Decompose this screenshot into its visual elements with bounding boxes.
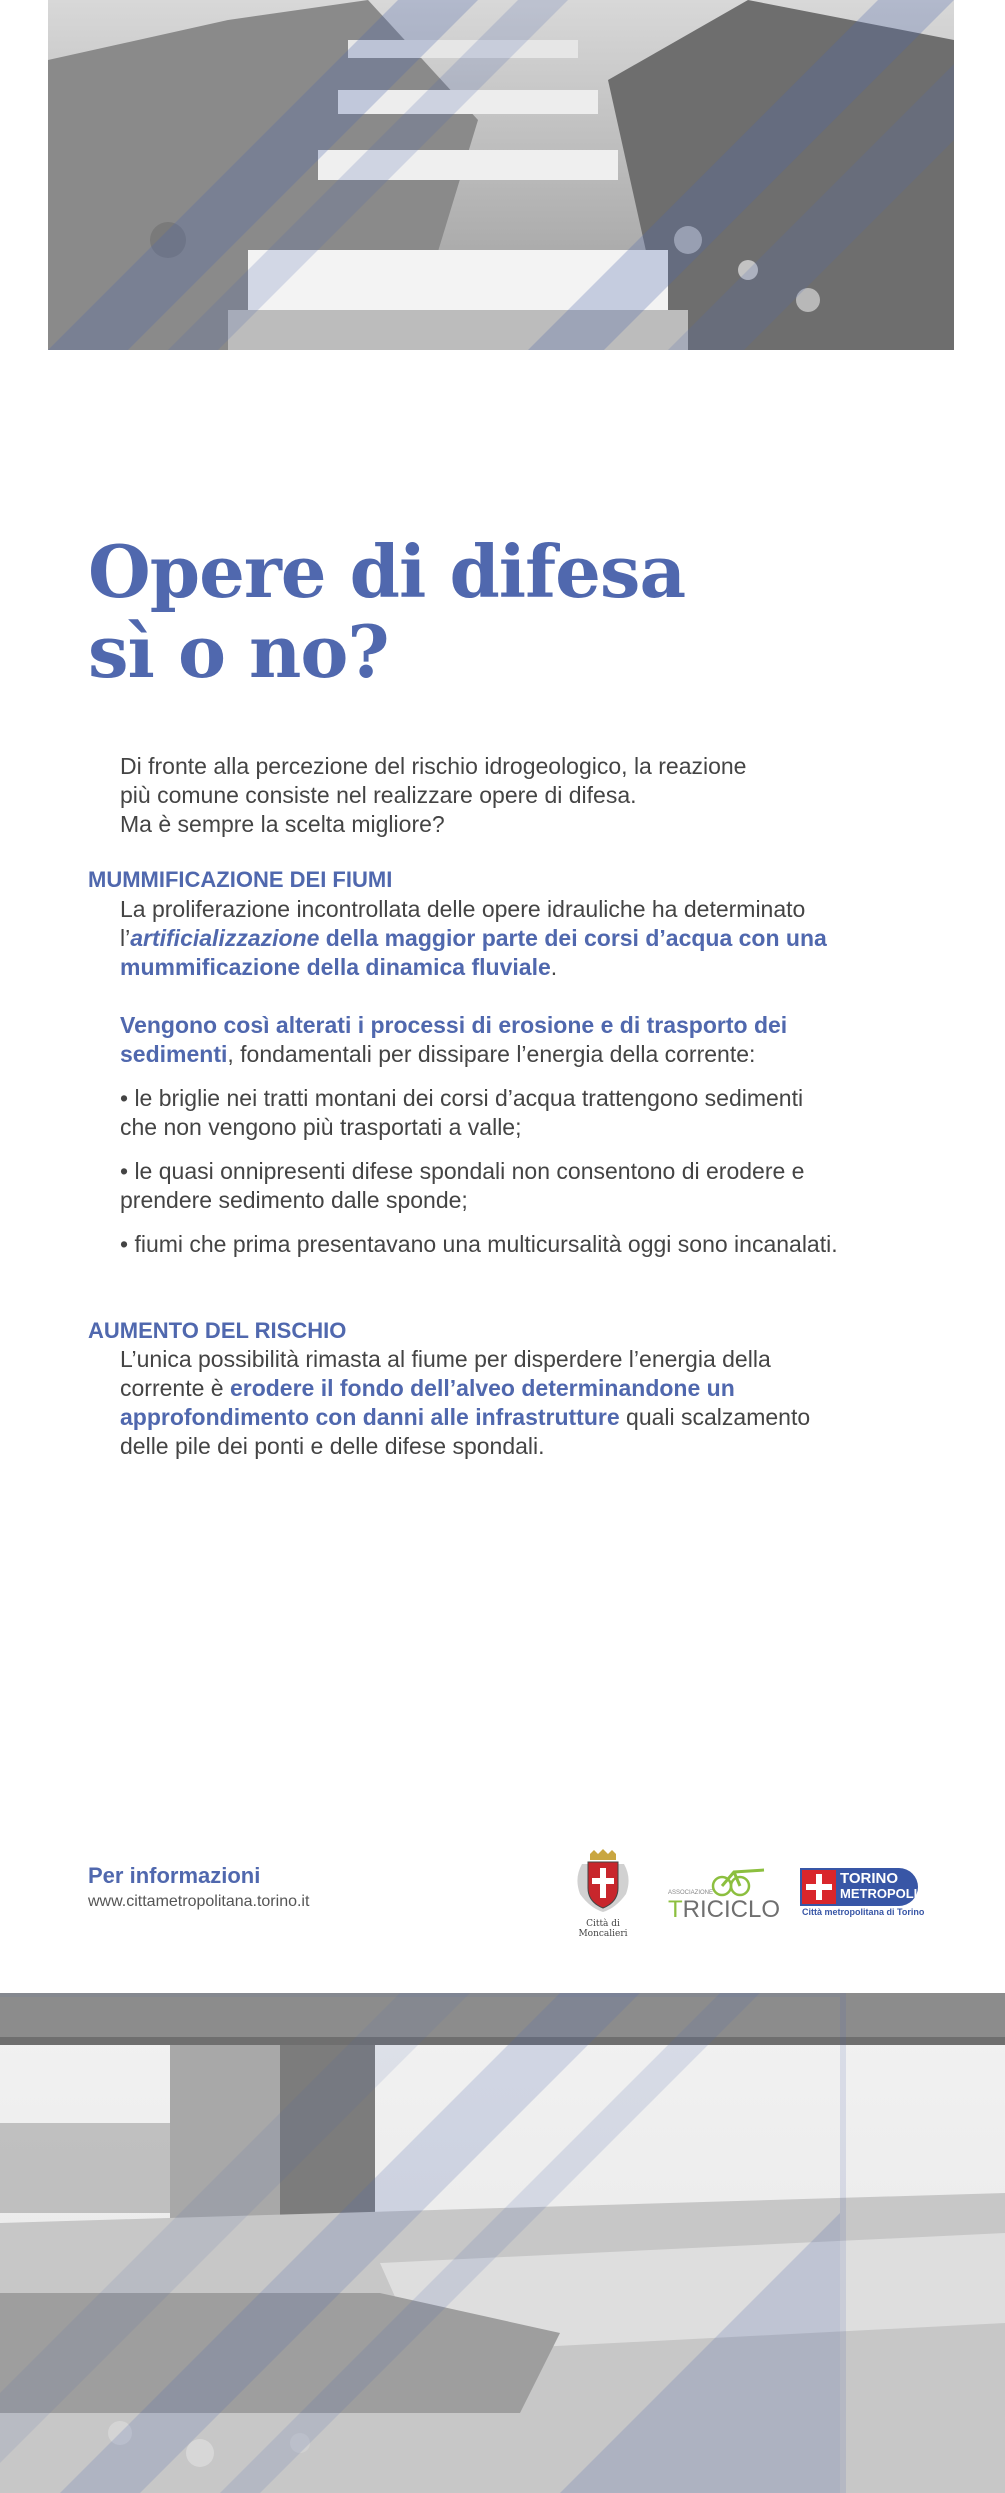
s1p2-highlight: Vengono così alterati i processi di erosione e di trasporto dei sedimenti	[120, 1012, 788, 1067]
triciclo-rest: RICICLO	[682, 1896, 781, 1923]
s1p1-text-d: .	[550, 954, 558, 980]
intro-line-2: più comune consiste nel realizzare opere di difesa.	[120, 782, 637, 808]
moncalieri-caption-2: Moncalieri	[578, 1929, 628, 1939]
s1p2-text: , fondamentali per dissipare l’energia della corrente:	[227, 1041, 756, 1067]
intro-line-1: Di fronte alla percezione del rischio idrogeologico, la reazione	[120, 753, 747, 779]
s1p1-highlight: della maggior parte dei corsi d’acqua con una mummificazione della dinamica fluviale	[120, 925, 827, 980]
info-title: Per informazioni	[88, 1863, 261, 1888]
page-title	[88, 529, 686, 694]
moncalieri-caption-1: Città di	[586, 1919, 620, 1929]
bullet-item: • le quasi onnipresenti difese spondali non consentono di erodere e prendere sedimento dalle sponde;	[120, 1158, 805, 1213]
section2-paragraph	[120, 1345, 840, 1461]
torino-line-1: TORINO	[840, 1870, 899, 1887]
s2-text-a: L’unica possibilità rimasta al fiume per disperdere l’energia della corrente è	[120, 1346, 771, 1401]
triciclo-small-text: ASSOCIAZIONE	[668, 1890, 714, 1896]
triciclo-t: T	[668, 1896, 683, 1923]
intro-line-3: Ma è sempre la scelta migliore?	[120, 811, 445, 837]
section1-paragraph-2	[120, 1011, 840, 1069]
s1p1-highlight-italic: artificializzazione	[130, 925, 320, 951]
bullet-item: • le briglie nei tratti montani dei corsi d’acqua trattengono sedimenti che non vengono più trasportati a valle;	[120, 1085, 804, 1140]
torino-subtitle: Città metropolitana di Torino	[802, 1907, 925, 1917]
info-url-link[interactable]: www.cittametropolitana.torino.it	[88, 1893, 310, 1910]
logo-citta-di-moncalieri	[568, 1848, 638, 1940]
triciclo-wordmark	[668, 1896, 780, 1924]
logo-torino-metropoli	[800, 1868, 925, 1920]
section1-paragraph-1	[120, 895, 840, 982]
logo-triciclo	[664, 1868, 781, 1923]
top-river-photo	[48, 0, 954, 350]
section-heading-mummificazione: MUMMIFICAZIONE DEI FIUMI	[88, 867, 393, 892]
s2-text-c: quali scalzamento delle pile dei ponti e delle difese spondali.	[120, 1404, 811, 1459]
s1p1-text-a: La proliferazione incontrollata delle opere idrauliche ha determinato l’	[120, 896, 806, 951]
title-line-1: Opere di difesa	[88, 529, 686, 614]
bullet-item: • fiumi che prima presentavano una multicursalità oggi sono incanalati.	[120, 1231, 838, 1257]
moncalieri-crest-icon	[568, 1848, 638, 1914]
section-heading-aumento-rischio: AUMENTO DEL RISCHIO	[88, 1318, 347, 1343]
torino-line-2: METROPOLI	[840, 1886, 918, 1901]
intro-paragraph	[120, 752, 840, 839]
s2-highlight: erodere il fondo dell’alveo determinandone un approfondimento con danni alle infrastrutture	[120, 1375, 735, 1430]
torino-flag-icon	[802, 1870, 836, 1904]
bottom-bridge-river-photo	[0, 1993, 1005, 2493]
title-line-2: sì o no?	[88, 609, 389, 694]
